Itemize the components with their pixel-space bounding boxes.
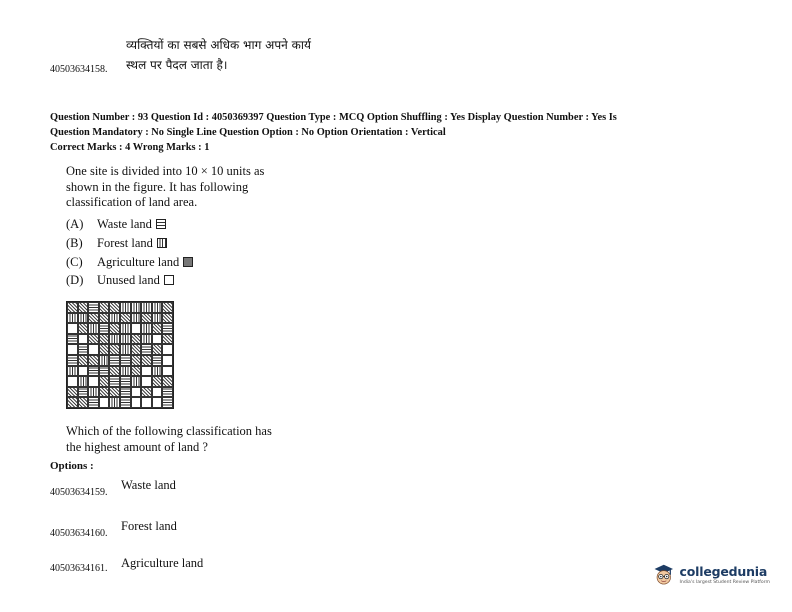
- classification-letter: (B): [66, 235, 83, 250]
- grid-cell-agriculture: [109, 302, 120, 313]
- grid-cell-unused: [152, 334, 163, 345]
- classification-item-unused: [66, 272, 174, 288]
- grid-cell-unused: [131, 387, 142, 398]
- grid-cell-waste: [109, 376, 120, 387]
- grid-cell-agriculture: [141, 313, 152, 324]
- grid-cell-waste: [120, 397, 131, 408]
- question-intro-line3: classification of land area.: [66, 195, 198, 209]
- logo-name: collegedunia: [679, 563, 768, 579]
- grid-cell-unused: [88, 344, 99, 355]
- grid-cell-unused: [78, 334, 89, 345]
- grid-cell-forest: [120, 344, 131, 355]
- vertical-lines-box-icon: [157, 238, 167, 248]
- grid-cell-agriculture: [162, 302, 173, 313]
- grid-cell-waste: [99, 366, 110, 377]
- answer-option-3[interactable]: Agriculture land: [121, 556, 204, 570]
- grid-cell-agriculture: [131, 344, 142, 355]
- grid-cell-forest: [109, 313, 120, 324]
- grid-cell-forest: [109, 334, 120, 345]
- grid-cell-agriculture: [109, 323, 120, 334]
- classification-item-forest: [66, 235, 167, 251]
- grid-cell-agriculture: [99, 376, 110, 387]
- grid-cell-forest: [99, 355, 110, 366]
- grid-cell-forest: [120, 302, 131, 313]
- grid-cell-agriculture: [131, 334, 142, 345]
- grid-cell-waste: [120, 387, 131, 398]
- previous-answer-id: 40503634158.: [50, 64, 108, 75]
- land-grid-figure: [66, 301, 174, 409]
- grid-cell-agriculture: [109, 366, 120, 377]
- grid-cell-forest: [78, 376, 89, 387]
- grid-cell-forest: [131, 376, 142, 387]
- options-label: Options :: [50, 460, 94, 472]
- grid-cell-forest: [152, 313, 163, 324]
- grid-cell-agriculture: [78, 323, 89, 334]
- grid-cell-waste: [99, 323, 110, 334]
- grid-cell-unused: [141, 366, 152, 377]
- classification-letter: (D): [66, 272, 84, 287]
- grid-cell-forest: [120, 323, 131, 334]
- grid-cell-unused: [99, 397, 110, 408]
- previous-answer-hindi-line2: स्थल पर पैदल जाता है।: [126, 58, 228, 72]
- shaded-box-icon: [183, 257, 193, 267]
- grid-cell-agriculture: [152, 344, 163, 355]
- question-ask-line1: Which of the following classification has: [66, 424, 272, 438]
- question-meta-line3: Correct Marks : 4 Wrong Marks : 1: [50, 142, 210, 153]
- grid-cell-forest: [88, 387, 99, 398]
- classification-letter: (A): [66, 216, 84, 231]
- grid-cell-unused: [162, 355, 173, 366]
- grid-cell-agriculture: [99, 302, 110, 313]
- grid-cell-agriculture: [78, 302, 89, 313]
- grid-cell-agriculture: [131, 355, 142, 366]
- classification-item-waste: [66, 216, 166, 232]
- previous-answer-hindi-line1: व्यक्तियों का सबसे अधिक भाग अपने कार्य: [126, 38, 311, 52]
- logo-tagline: India's largest Student Review Platform: [679, 579, 770, 585]
- grid-cell-agriculture: [67, 387, 78, 398]
- classification-item-agriculture: [66, 254, 193, 270]
- grid-cell-forest: [131, 313, 142, 324]
- grid-cell-waste: [109, 355, 120, 366]
- classification-letter: (C): [66, 254, 83, 269]
- grid-cell-agriculture: [109, 387, 120, 398]
- grid-cell-waste: [120, 376, 131, 387]
- grid-cell-forest: [78, 313, 89, 324]
- grid-cell-agriculture: [88, 313, 99, 324]
- grid-cell-forest: [152, 366, 163, 377]
- grid-cell-waste: [162, 323, 173, 334]
- grid-cell-unused: [152, 397, 163, 408]
- grid-cell-agriculture: [78, 355, 89, 366]
- grid-cell-forest: [141, 302, 152, 313]
- grid-cell-unused: [141, 376, 152, 387]
- grid-cell-unused: [131, 397, 142, 408]
- answer-option-2[interactable]: Forest land: [121, 519, 177, 533]
- grid-cell-waste: [152, 355, 163, 366]
- answer-id-3: 40503634161.: [50, 563, 108, 574]
- classification-label: Forest land: [97, 235, 153, 250]
- grid-cell-agriculture: [99, 344, 110, 355]
- grid-cell-waste: [67, 355, 78, 366]
- grid-cell-agriculture: [99, 387, 110, 398]
- grid-cell-agriculture: [162, 376, 173, 387]
- grid-cell-waste: [162, 397, 173, 408]
- grid-cell-forest: [67, 366, 78, 377]
- grid-cell-waste: [88, 366, 99, 377]
- grid-cell-waste: [67, 334, 78, 345]
- collegedunia-logo: [652, 557, 770, 591]
- question-ask: [66, 424, 316, 455]
- grid-cell-unused: [162, 344, 173, 355]
- grid-cell-agriculture: [141, 355, 152, 366]
- grid-cell-forest: [131, 302, 142, 313]
- grid-cell-agriculture: [78, 397, 89, 408]
- grid-cell-waste: [78, 387, 89, 398]
- grid-cell-agriculture: [152, 376, 163, 387]
- grid-cell-agriculture: [88, 355, 99, 366]
- grid-cell-forest: [88, 323, 99, 334]
- grid-cell-forest: [67, 313, 78, 324]
- grid-cell-agriculture: [162, 313, 173, 324]
- classification-label: Waste land: [97, 216, 152, 231]
- grid-cell-unused: [67, 376, 78, 387]
- grid-cell-agriculture: [162, 334, 173, 345]
- grid-cell-unused: [162, 366, 173, 377]
- grid-cell-forest: [120, 366, 131, 377]
- answer-id-2: 40503634160.: [50, 528, 108, 539]
- question-intro: [66, 164, 316, 211]
- grid-cell-waste: [120, 355, 131, 366]
- grid-cell-waste: [78, 344, 89, 355]
- grid-cell-forest: [109, 397, 120, 408]
- grid-cell-agriculture: [99, 313, 110, 324]
- answer-id-1: 40503634159.: [50, 487, 108, 498]
- grid-cell-waste: [141, 344, 152, 355]
- question-intro-line1: One site is divided into 10 × 10 units as: [66, 164, 265, 178]
- grid-cell-unused: [67, 323, 78, 334]
- grid-cell-unused: [88, 376, 99, 387]
- grid-cell-forest: [152, 302, 163, 313]
- grid-cell-forest: [141, 334, 152, 345]
- grid-cell-unused: [141, 397, 152, 408]
- grid-cell-unused: [152, 387, 163, 398]
- grid-cell-agriculture: [67, 397, 78, 408]
- grid-cell-agriculture: [120, 313, 131, 324]
- classification-label: Unused land: [97, 272, 160, 287]
- empty-box-icon: [164, 275, 174, 285]
- grid-cell-waste: [88, 397, 99, 408]
- grid-cell-waste: [162, 387, 173, 398]
- horizontal-lines-box-icon: [156, 219, 166, 229]
- question-meta-line2: Question Mandatory : No Single Line Question Option : No Option Orientation : Vertical: [50, 127, 446, 138]
- grid-cell-forest: [120, 334, 131, 345]
- grid-cell-unused: [67, 344, 78, 355]
- grid-cell-agriculture: [99, 334, 110, 345]
- question-intro-line2: shown in the figure. It has following: [66, 179, 249, 194]
- grid-cell-unused: [78, 366, 89, 377]
- grid-cell-agriculture: [141, 387, 152, 398]
- question-meta-line1: Question Number : 93 Question Id : 4050369397 Question Type : MCQ Option Shuffling : Yes Display Question Number : Yes Is: [50, 112, 617, 123]
- grid-cell-agriculture: [88, 334, 99, 345]
- classification-label: Agriculture land: [97, 254, 180, 269]
- grid-cell-waste: [88, 302, 99, 313]
- grid-cell-agriculture: [152, 323, 163, 334]
- grid-cell-agriculture: [131, 366, 142, 377]
- graduate-mascot-icon: [652, 560, 676, 588]
- grid-cell-unused: [131, 323, 142, 334]
- question-ask-line2: the highest amount of land ?: [66, 439, 208, 454]
- grid-cell-agriculture: [109, 344, 120, 355]
- grid-cell-forest: [141, 323, 152, 334]
- answer-option-1[interactable]: Waste land: [121, 478, 176, 492]
- grid-cell-agriculture: [67, 302, 78, 313]
